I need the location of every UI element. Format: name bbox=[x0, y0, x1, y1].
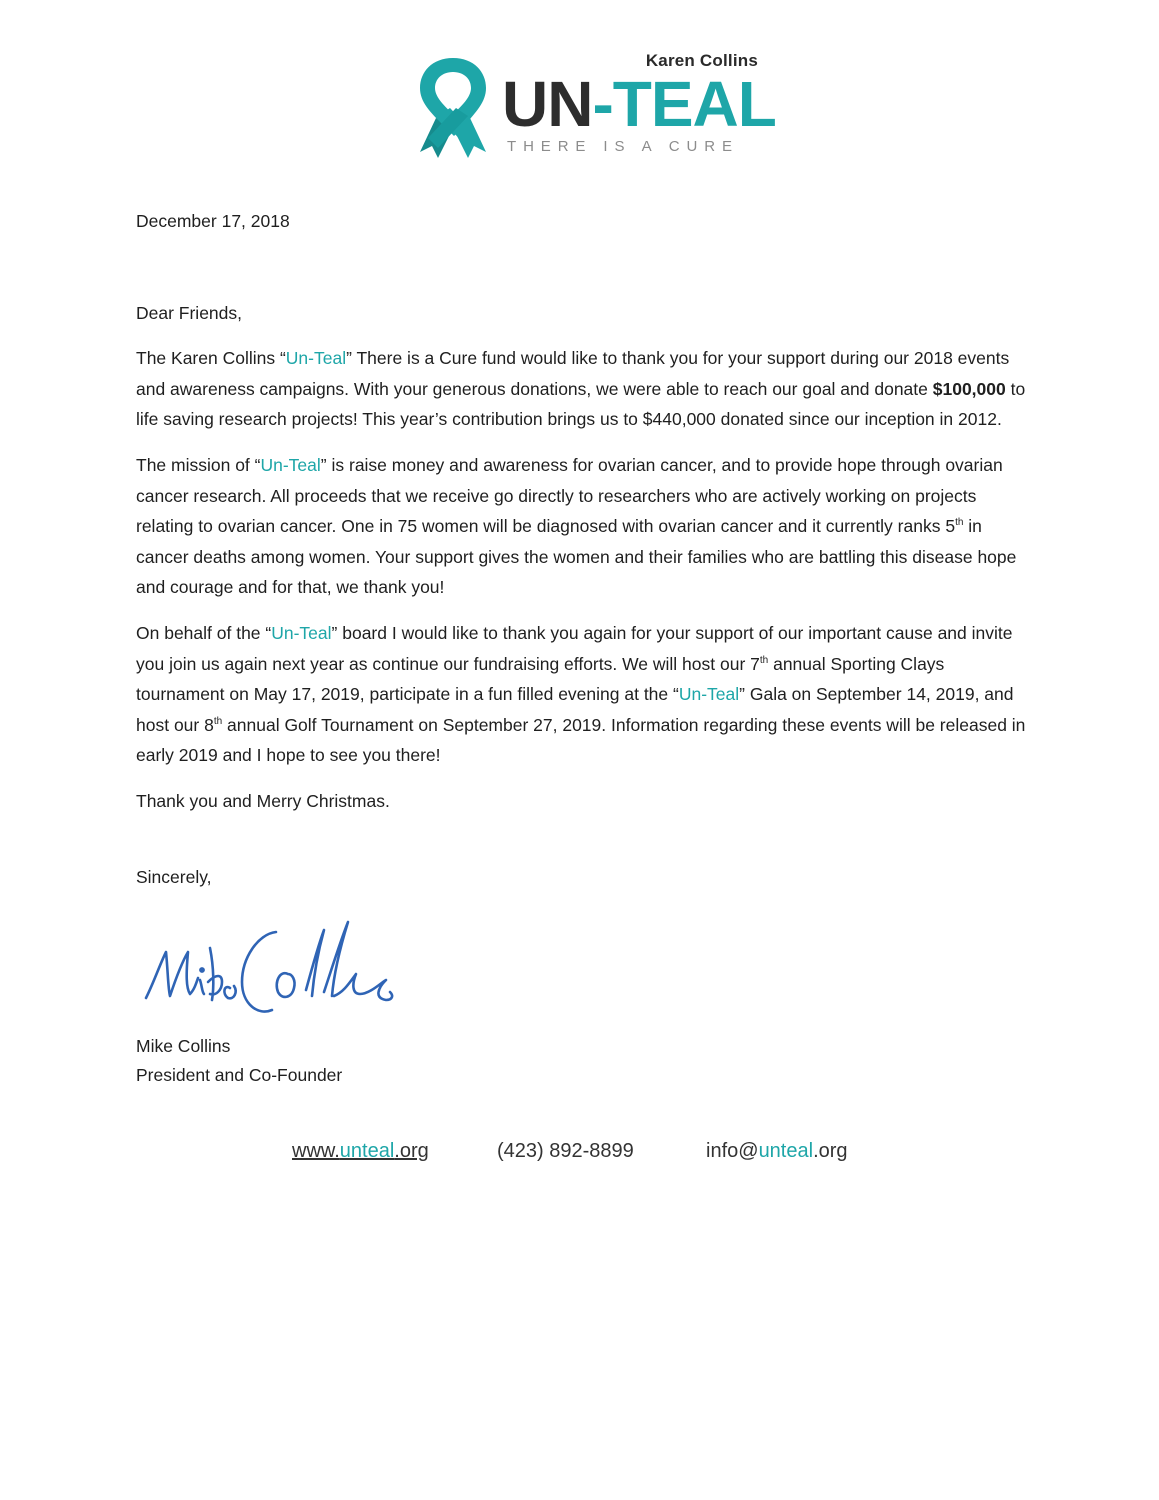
letter-body bbox=[136, 206, 1036, 892]
logo-wordmark-un: UN bbox=[502, 68, 593, 140]
text-run: ” There is a Cure fund would like to thank you for your support during our 2018 events and awareness campaigns. With your generous donations, we were able to reach our goal and donate bbox=[136, 348, 1010, 399]
email-text: info@ bbox=[706, 1140, 759, 1162]
unteal-name: Un-Teal bbox=[285, 348, 347, 369]
donation-amount: $100,000 bbox=[932, 378, 1006, 399]
email-address bbox=[706, 1140, 848, 1163]
unteal-name: Un-Teal bbox=[260, 454, 321, 475]
signer-title: President and Co-Founder bbox=[136, 1064, 343, 1085]
ordinal-suffix: th bbox=[955, 517, 964, 529]
contact-footer bbox=[0, 1140, 1159, 1172]
email-text: .org bbox=[813, 1140, 848, 1162]
handwritten-signature bbox=[138, 912, 398, 1030]
awareness-ribbon-icon bbox=[414, 54, 492, 160]
link-text: .org bbox=[394, 1140, 429, 1162]
text-run: in cancer deaths among women. Your support gives the women and their families who are battling this disease hope and courage and for that, we thank you! bbox=[136, 516, 1017, 598]
text-run: On behalf of the “ bbox=[136, 622, 272, 643]
text-run: ” Gala on September 14, 2019, and host our 8 bbox=[136, 684, 1014, 735]
text-run: annual Sporting Clays tournament on May 17, 2019, participate in a fun filled evening at the “ bbox=[136, 653, 945, 705]
letter-closing: Sincerely, bbox=[136, 866, 212, 887]
text-run: to life saving research projects! This year’s contribution brings us to $440,000 donated since our inception in 2012. bbox=[136, 378, 1026, 430]
website-link[interactable] bbox=[292, 1140, 429, 1163]
ordinal-suffix: th bbox=[213, 715, 223, 727]
logo-wordmark-teal: -TEAL bbox=[592, 68, 776, 140]
signer-block bbox=[136, 1032, 342, 1089]
ordinal-suffix: th bbox=[759, 654, 769, 666]
text-run: The Karen Collins “ bbox=[136, 348, 286, 369]
logo-wordmark bbox=[502, 68, 776, 140]
unteal-name: Un-Teal bbox=[271, 622, 332, 643]
signer-name: Mike Collins bbox=[136, 1036, 231, 1056]
unteal-logo bbox=[414, 48, 776, 164]
phone-number: (423) 892-8899 bbox=[497, 1140, 634, 1162]
letter-salutation: Dear Friends, bbox=[136, 302, 243, 323]
paragraph-thanks bbox=[136, 343, 1036, 435]
logo-tagline: THERE IS A CURE bbox=[507, 138, 739, 155]
link-text: www. bbox=[292, 1140, 340, 1162]
text-run: annual Golf Tournament on September 27, 2019. Information regarding these events will be released in early 2019 and I hope to see you there! bbox=[136, 714, 1026, 766]
email-text-teal: unteal bbox=[758, 1140, 814, 1162]
paragraph-mission bbox=[136, 450, 1036, 603]
link-text-teal: unteal bbox=[339, 1140, 395, 1162]
unteal-name: Un-Teal bbox=[678, 684, 740, 705]
text-run: ” board I would like to thank you again for your support of our important cause and invite you join us again next year as continue our fundraising efforts. We will host our 7 bbox=[136, 622, 1013, 674]
paragraph-events bbox=[136, 618, 1036, 771]
text-run: The mission of “ bbox=[136, 454, 261, 475]
letter-date: December 17, 2018 bbox=[136, 211, 290, 231]
text-run: ” is raise money and awareness for ovarian cancer, and to provide hope through ovarian cancer research. All proceeds that we receive go directly to researchers who are actively working on projects relating to ovarian cancer. One in 75 women will be diagnosed with ovarian cancer and it currently ranks 5 bbox=[136, 454, 1003, 537]
letter-thanks: Thank you and Merry Christmas. bbox=[136, 790, 390, 811]
logo-small-name: Karen Collins bbox=[645, 51, 758, 70]
